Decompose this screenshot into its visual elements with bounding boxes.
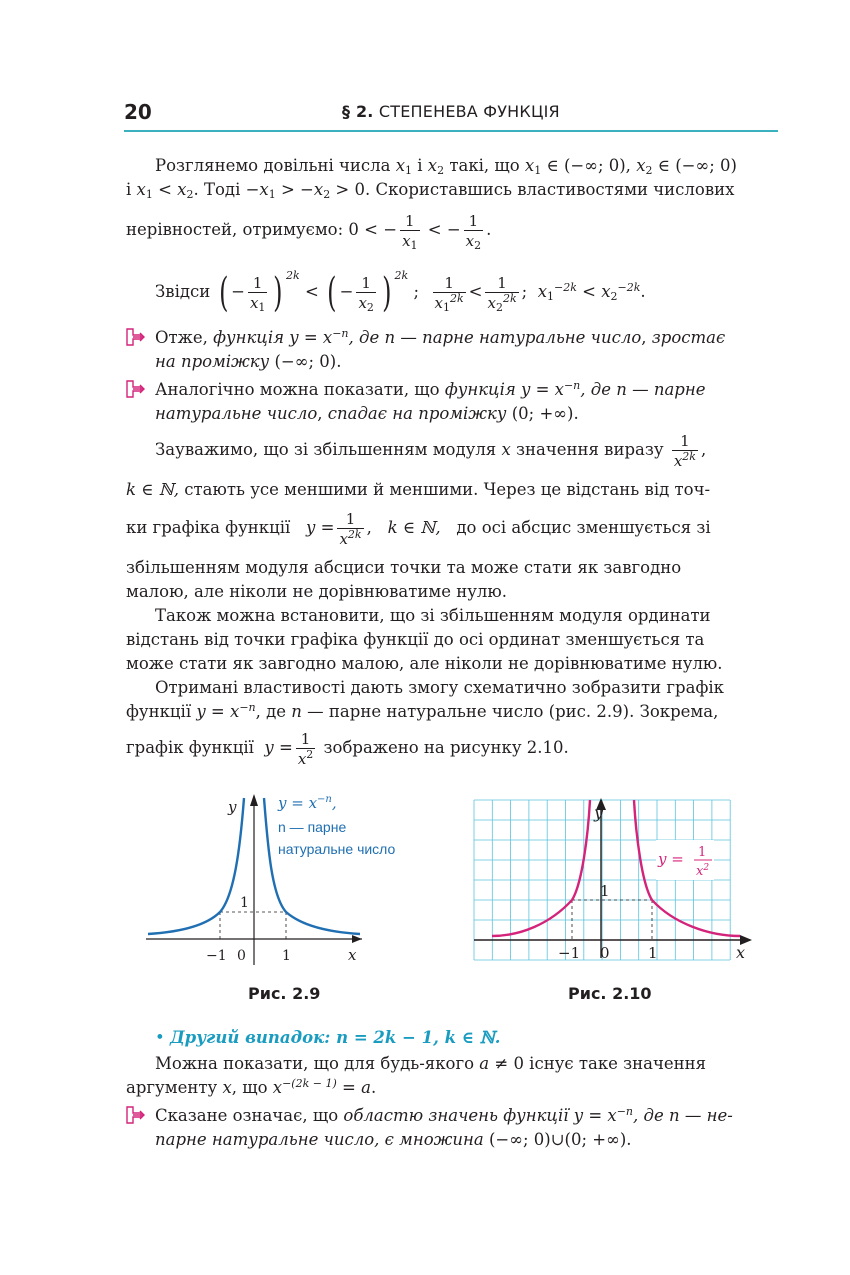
paragraph-1-line-2: і $x_1 < x_2$. Тоді $-x_1 > -x_2 > 0$. Скориставшись властивостями числових <box>126 180 735 201</box>
function-label-den: $x^2$ <box>696 863 710 879</box>
function-label-num: 1 <box>698 845 707 860</box>
x-axis-label: x <box>736 943 746 962</box>
section-title-text: СТЕПЕНЕВА ФУНКЦІЯ <box>378 102 560 121</box>
tick-label-zero: 0 <box>600 944 610 962</box>
hand-pointer-icon <box>124 326 146 348</box>
figure-2-9 <box>140 790 430 970</box>
paragraph-7-line-1: Отримані властивості дають змогу схематично зобразити графік <box>155 678 724 697</box>
paragraph-3-line-1: Отже, функція $y = x^{-n}$, де n — парне натуральне число, зростає <box>155 327 726 347</box>
function-label: $y = x^{-n}$, <box>278 794 337 812</box>
section-mark: § 2. <box>342 102 374 121</box>
paragraph-6-line-3: може стати як завгодно малою, але ніколи не дорівнюватиме нулю. <box>126 654 723 673</box>
curve-left <box>492 800 590 936</box>
tick-label-y-one: 1 <box>600 882 610 900</box>
paragraph-2: Звідси ( − $\frac{1}{x_1}$ ) $^{2k}$ < ( − $\frac{1}{x_2}$ ) $^{2k}$ ; $\frac{1}{x_1^{2k}}$ < $\frac{1}{x_2^{2k}}$ ; $x_1^{-2k} < x_2^{-2k}$. <box>155 269 646 316</box>
paragraph-6-line-1: Також можна встановити, що зі збільшенням модуля ординати <box>155 606 711 625</box>
paragraph-1-line-1: Розглянемо довільні числа $x_1$ і $x_2$ такі, що $x_1$ ∈ (−∞; 0), $x_2$ ∈ (−∞; 0) <box>155 156 737 177</box>
paragraph-6-line-2: відстань від точки графіка функції до осі ординат зменшується та <box>126 630 705 649</box>
page-number: 20 <box>124 100 152 124</box>
hand-pointer-icon <box>124 1104 146 1126</box>
paragraph-5-line-4: збільшенням модуля абсциси точки та може стати як завгодно <box>126 558 682 577</box>
paragraph-5-line-2: k ∈ ℕ, стають усе меншими й меншими. Через це відстань від точ- <box>126 480 711 499</box>
paragraph-8-line-2: парне натуральне число, є множина (−∞; 0)∪(0; +∞). <box>155 1130 632 1149</box>
function-note-1: n — парне <box>278 819 347 835</box>
paragraph-3-line-2: на проміжку (−∞; 0). <box>155 352 342 371</box>
function-label-lhs: y = <box>658 850 684 868</box>
tick-label-y-one: 1 <box>240 895 249 911</box>
tick-label-minus-one: −1 <box>206 948 227 964</box>
tick-label-one: 1 <box>282 948 291 964</box>
paragraph-5-line-5: малою, але ніколи не дорівнюватиме нулю. <box>126 582 507 601</box>
tick-label-minus-one: −1 <box>558 944 581 962</box>
paragraph-1-line-3: нерівностей, отримуємо: 0 < − $\frac{1}{x_1}$ < − $\frac{1}{x_2}$ . <box>126 211 492 252</box>
y-axis-label: y <box>594 803 604 822</box>
case-2-line-2: аргументу x, що $x^{-(2k - 1)} = a$. <box>126 1077 377 1097</box>
page-header <box>124 100 778 132</box>
paragraph-5-line-1: Зауважимо, що зі збільшенням модуля x значення виразу $\frac{1}{x^{2k}}$ , <box>155 431 707 470</box>
bullet: • <box>155 1028 165 1047</box>
paragraph-8-line-1: Сказане означає, що областю значень функції $y = x^{-n}$, де n — не- <box>155 1105 733 1125</box>
paragraph-5-line-3: ки графіка функції y = $\frac{1}{x^{2k}}$ , k ∈ ℕ, до осі абсцис зменшується зі <box>126 509 711 548</box>
figure-2-9-caption: Рис. 2.9 <box>248 984 321 1003</box>
x-axis-label: x <box>348 946 357 964</box>
tick-label-one: 1 <box>648 944 658 962</box>
y-axis-arrow <box>250 794 258 806</box>
paragraph-4-line-1: Аналогічно можна показати, що функція $y = x^{-n}$, де n — парне <box>155 379 706 399</box>
paragraph-7-line-2: функції $y = x^{-n}$, де n — парне натуральне число (рис. 2.9). Зокрема, <box>126 701 719 721</box>
paragraph-7-line-3: графік функції y = $\frac{1}{x^2}$ зображено на рисунку 2.10. <box>126 729 569 768</box>
hand-pointer-icon <box>124 378 146 400</box>
curve-left <box>148 798 244 934</box>
tick-label-zero: 0 <box>237 948 246 964</box>
function-note-2: натуральне число <box>278 841 396 857</box>
figure-2-10 <box>470 796 760 966</box>
case-2-line-1: Можна показати, що для будь-якого a ≠ 0 існує таке значення <box>155 1054 707 1073</box>
case-2-heading: • Другий випадок: n = 2k − 1, k ∈ ℕ. <box>155 1028 501 1047</box>
y-axis-label: y <box>228 798 237 816</box>
figure-2-10-caption: Рис. 2.10 <box>568 984 652 1003</box>
x-axis-arrow <box>352 935 362 943</box>
section-title <box>342 102 560 121</box>
paragraph-4-line-2: натуральне число, спадає на проміжку (0; +∞). <box>155 404 579 423</box>
